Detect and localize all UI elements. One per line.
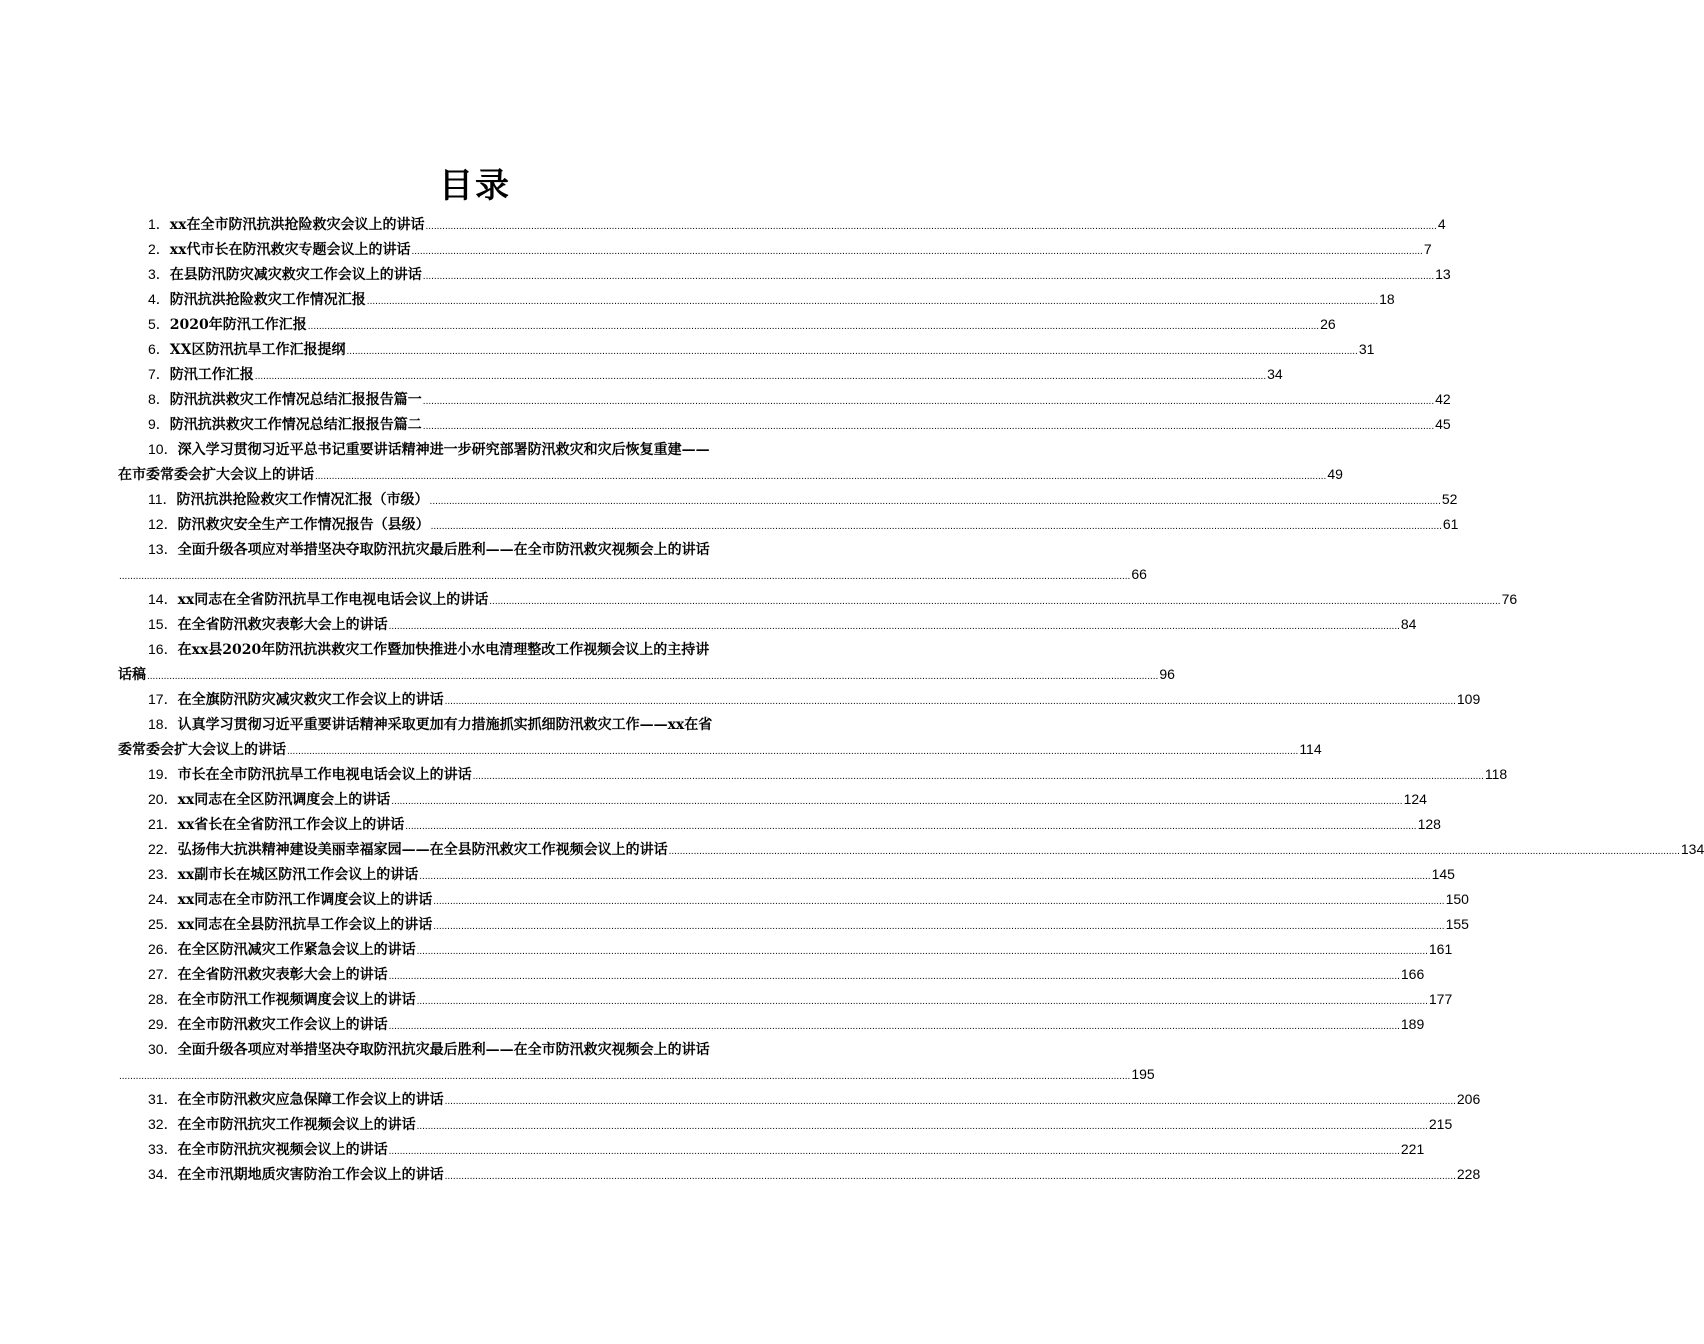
toc-entry-title: 在全旗防汛防灾减灾救灾工作会议上的讲话: [177, 692, 444, 708]
toc-entry-page: 189: [1400, 1016, 1425, 1032]
toc-entry[interactable]: [118, 287, 1395, 312]
toc-entry[interactable]: [118, 1162, 1481, 1187]
toc-entry-title: 在全市防汛救灾工作会议上的讲话: [177, 1017, 388, 1033]
dot-leader: [423, 389, 1434, 414]
toc-entry-page: 161: [1428, 941, 1453, 957]
toc-entry[interactable]: [118, 212, 1446, 237]
toc-entry-title-line1: 全面升级各项应对举措坚决夺取防汛抗灾最后胜利——在全市防汛救灾视频会上的讲话: [177, 542, 710, 558]
toc-entry-page: 13: [1435, 266, 1451, 282]
toc-entry[interactable]: [118, 512, 1459, 537]
toc-entry-page: 206: [1456, 1091, 1481, 1107]
toc-entry-title: XX区防汛抗旱工作汇报提纲: [169, 342, 346, 358]
toc-entry-number: 15．: [148, 616, 178, 632]
dot-leader: [308, 314, 1319, 339]
toc-entry[interactable]: [118, 537, 1147, 587]
toc-entry[interactable]: [118, 987, 1453, 1012]
toc-entry-title: 在全区防汛减灾工作紧急会议上的讲话: [177, 942, 416, 958]
toc-entry-number: 31．: [148, 1091, 178, 1107]
toc-entry-page: 145: [1431, 866, 1455, 882]
toc-entry-title: xx同志在全省防汛抗旱工作电视电话会议上的讲话: [177, 592, 489, 608]
toc-entry-title: 在全省防汛救灾表彰大会上的讲话: [177, 967, 388, 983]
toc-entry[interactable]: [118, 237, 1432, 262]
toc-entry-number: 8．: [148, 391, 170, 407]
dot-leader: [389, 614, 1400, 639]
dot-leader: [417, 939, 1428, 964]
toc-entry[interactable]: [118, 337, 1375, 362]
toc-entry[interactable]: [118, 962, 1425, 987]
toc-entry-number: 2．: [148, 241, 170, 257]
toc-entry-number: 26．: [148, 941, 178, 957]
toc-entry[interactable]: [118, 862, 1455, 887]
toc-entry-number: 4．: [148, 291, 170, 307]
toc-entry-title: 在县防汛防灾减灾救灾工作会议上的讲话: [169, 267, 422, 283]
toc-entry-title: 防汛救灾安全生产工作情况报告（县级）: [177, 517, 430, 533]
toc-entry[interactable]: [118, 762, 1508, 787]
toc-entry-title-line1: 在xx县2020年防汛抗洪救灾工作暨加快推进小水电清理整改工作视频会议上的主持讲: [177, 642, 710, 658]
toc-entry-title: xx副市长在城区防汛工作会议上的讲话: [177, 867, 419, 883]
dot-leader: [255, 364, 1266, 389]
toc-entry-title: xx代市长在防汛救灾专题会议上的讲话: [169, 242, 411, 258]
toc-entry-page: 228: [1456, 1166, 1481, 1182]
toc-entry-number: 23．: [148, 866, 178, 882]
toc-entry-title: 防汛抗洪抢险救灾工作情况汇报（市级）: [176, 492, 429, 508]
dot-leader: [119, 1064, 1130, 1089]
dot-leader: [433, 889, 1444, 914]
toc-entry[interactable]: [118, 587, 1518, 612]
toc-entry[interactable]: [118, 712, 1322, 762]
toc-entry-title: 在全市防汛救灾应急保障工作会议上的讲话: [177, 1092, 444, 1108]
toc-entry-number: 18．: [148, 716, 178, 732]
toc-entry-number: 34．: [148, 1166, 178, 1182]
toc-entry-page: 150: [1445, 891, 1469, 907]
toc-entry-title: 防汛抗洪救灾工作情况总结汇报报告篇一: [169, 392, 422, 408]
toc-entry-page: 96: [1159, 666, 1175, 682]
toc-entry[interactable]: [118, 787, 1427, 812]
toc-entry-number: 32．: [148, 1116, 178, 1132]
dot-leader: [417, 989, 1428, 1014]
toc-entry-number: 14．: [148, 591, 178, 607]
toc-entry[interactable]: [118, 1137, 1425, 1162]
toc-entry-title: 在全市汛期地质灾害防治工作会议上的讲话: [177, 1167, 444, 1183]
toc-entry-number: 29．: [148, 1016, 178, 1032]
toc-entry-number: 12．: [148, 516, 178, 532]
toc-entry[interactable]: [118, 812, 1441, 837]
toc-entry-page: 61: [1442, 516, 1459, 532]
toc-entry[interactable]: [118, 412, 1451, 437]
toc-entry[interactable]: [118, 312, 1336, 337]
toc-entry-page: 31: [1358, 341, 1375, 357]
toc-entry-page: 18: [1379, 291, 1395, 307]
toc-entry[interactable]: [118, 1012, 1425, 1037]
toc-entry-number: 3．: [148, 266, 170, 282]
toc-entry-title: 委常委会扩大会议上的讲话: [118, 742, 286, 758]
toc-entry[interactable]: [118, 937, 1453, 962]
toc-entry-title: xx省长在全省防汛工作会议上的讲话: [177, 817, 405, 833]
dot-leader: [423, 264, 1434, 289]
dot-leader: [419, 864, 1430, 889]
dot-leader: [147, 664, 1158, 689]
toc-entry-page: 76: [1501, 591, 1518, 607]
toc-entry[interactable]: [118, 887, 1469, 912]
toc-entry-number: 5．: [148, 316, 170, 332]
dot-leader: [423, 414, 1434, 439]
toc-entry[interactable]: [118, 487, 1458, 512]
toc-entry-page: 45: [1435, 416, 1451, 432]
toc-entry-number: 20．: [148, 791, 178, 807]
dot-leader: [426, 214, 1437, 239]
toc-entry-page: 118: [1484, 766, 1508, 782]
toc-entry-page: 26: [1320, 316, 1336, 332]
toc-entry-title-line1: 认真学习贯彻习近平重要讲话精神采取更加有力措施抓实抓细防汛救灾工作——xx在省: [177, 717, 713, 733]
toc-entry-page: 215: [1428, 1116, 1453, 1132]
toc-entry[interactable]: [118, 1037, 1155, 1087]
toc-entry-page: 114: [1299, 741, 1322, 757]
dot-leader: [669, 839, 1680, 864]
dot-leader: [347, 339, 1358, 364]
toc-entry-number: 22．: [148, 841, 178, 857]
toc-entry-title: 防汛工作汇报: [169, 367, 254, 383]
toc-entry-title: 在全市防汛抗灾视频会议上的讲话: [177, 1142, 388, 1158]
toc-entry-number: 24．: [148, 891, 178, 907]
toc-entry-title: 2020年防汛工作汇报: [169, 317, 307, 333]
toc-entry-page: 4: [1437, 216, 1446, 232]
dot-leader: [417, 1114, 1428, 1139]
dot-leader: [389, 1014, 1400, 1039]
toc-entry-title: xx同志在全县防汛抗旱工作会议上的讲话: [177, 917, 433, 933]
toc-entry-number: 9．: [148, 416, 170, 432]
toc-entry[interactable]: [118, 262, 1451, 287]
dot-leader: [489, 589, 1500, 614]
dot-leader: [389, 1139, 1400, 1164]
toc-entry-page: 84: [1400, 616, 1417, 632]
dot-leader: [315, 464, 1326, 489]
toc-entry-page: 42: [1435, 391, 1451, 407]
toc-entry[interactable]: [118, 362, 1283, 387]
toc-entry[interactable]: [118, 912, 1469, 937]
toc-entry-number: 11．: [148, 491, 177, 507]
toc-entry-page: 155: [1445, 916, 1469, 932]
toc-entry-number: 17．: [148, 691, 178, 707]
toc-entry-number: 16．: [148, 641, 178, 657]
toc-entry[interactable]: [118, 612, 1417, 637]
table-of-contents: [118, 212, 1704, 1187]
toc-entry[interactable]: [118, 637, 1175, 687]
toc-entry-title: 防汛抗洪救灾工作情况总结汇报报告篇二: [169, 417, 422, 433]
toc-entry-title: 在全市防汛抗灾工作视频会议上的讲话: [177, 1117, 416, 1133]
toc-entry-page: 49: [1327, 466, 1343, 482]
toc-entry-title: 防汛抗洪抢险救灾工作情况汇报: [169, 292, 366, 308]
toc-entry-number: 25．: [148, 916, 178, 932]
dot-leader: [389, 964, 1400, 989]
toc-entry-number: 28．: [148, 991, 178, 1007]
toc-entry-title: 在市委常委会扩大会议上的讲话: [118, 467, 314, 483]
toc-entry-title-line1: 深入学习贯彻习近平总书记重要讲话精神进一步研究部署防汛救灾和灾后恢复重建——: [177, 442, 710, 458]
toc-entry-page: 52: [1441, 491, 1458, 507]
toc-entry-number: 1．: [148, 216, 170, 232]
toc-entry[interactable]: [118, 687, 1481, 712]
toc-entry-number: 19．: [148, 766, 178, 782]
toc-entry[interactable]: [118, 837, 1704, 862]
dot-leader: [433, 914, 1444, 939]
toc-entry-page: 134: [1680, 841, 1704, 857]
dot-leader: [367, 289, 1378, 314]
dot-leader: [445, 689, 1456, 714]
toc-entry-page: 66: [1131, 566, 1147, 582]
toc-entry-page: 195: [1131, 1066, 1155, 1082]
toc-entry-page: 177: [1428, 991, 1453, 1007]
dot-leader: [431, 514, 1442, 539]
dot-leader: [405, 814, 1416, 839]
toc-entry[interactable]: [118, 1087, 1481, 1112]
toc-entry-title: 弘扬伟大抗洪精神建设美丽幸福家园——在全县防汛救灾工作视频会议上的讲话: [177, 842, 668, 858]
toc-entry-number: 27．: [148, 966, 178, 982]
toc-entry-title-line1: 全面升级各项应对举措坚决夺取防汛抗灾最后胜利——在全市防汛救灾视频会上的讲话: [177, 1042, 710, 1058]
dot-leader: [445, 1089, 1456, 1114]
toc-entry-number: 7．: [148, 366, 170, 382]
dot-leader: [445, 1164, 1456, 1189]
toc-entry-number: 33．: [148, 1141, 178, 1157]
toc-entry-number: 13．: [148, 541, 178, 557]
toc-entry[interactable]: [118, 387, 1451, 412]
toc-entry-number: 10．: [148, 441, 178, 457]
toc-entry-title: xx同志在全市防汛工作调度会议上的讲话: [177, 892, 433, 908]
toc-title: 目录: [439, 166, 511, 206]
toc-entry[interactable]: [118, 1112, 1453, 1137]
toc-entry-title: 在全省防汛救灾表彰大会上的讲话: [177, 617, 388, 633]
toc-entry-title: 话稿: [118, 667, 146, 683]
toc-entry-number: 21．: [148, 816, 178, 832]
toc-entry-page: 34: [1267, 366, 1283, 382]
toc-entry-number: 30．: [148, 1041, 178, 1057]
dot-leader: [412, 239, 1423, 264]
toc-entry-page: 7: [1423, 241, 1432, 257]
toc-entry-title: xx同志在全区防汛调度会上的讲话: [177, 792, 391, 808]
toc-entry-page: 221: [1400, 1141, 1425, 1157]
dot-leader: [119, 564, 1130, 589]
toc-entry[interactable]: [118, 437, 1343, 487]
toc-entry-title: 市长在全市防汛抗旱工作电视电话会议上的讲话: [177, 767, 472, 783]
dot-leader: [391, 789, 1402, 814]
toc-entry-page: 109: [1456, 691, 1481, 707]
toc-entry-title: xx在全市防汛抗洪抢险救灾会议上的讲话: [169, 217, 425, 233]
dot-leader: [430, 489, 1441, 514]
dot-leader: [287, 739, 1298, 764]
toc-entry-page: 124: [1403, 791, 1427, 807]
toc-entry-page: 128: [1417, 816, 1441, 832]
dot-leader: [473, 764, 1484, 789]
toc-entry-number: 6．: [148, 341, 170, 357]
toc-entry-page: 166: [1400, 966, 1425, 982]
toc-entry-title: 在全市防汛工作视频调度会议上的讲话: [177, 992, 416, 1008]
